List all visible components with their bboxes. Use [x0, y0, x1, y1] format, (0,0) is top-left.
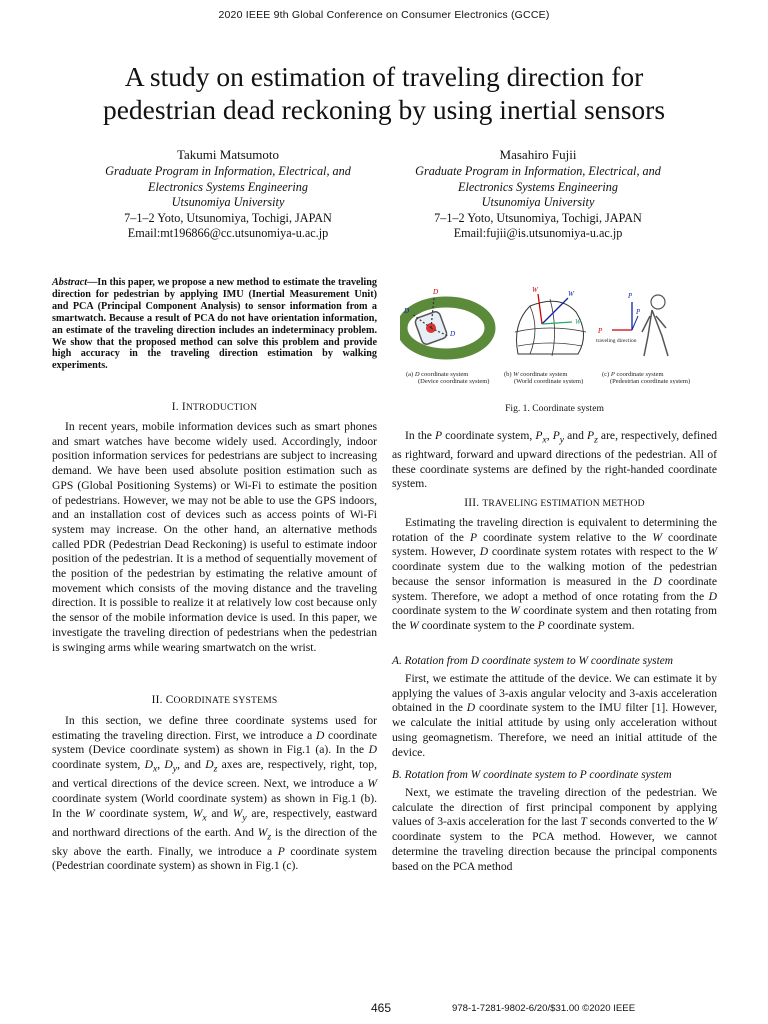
abstract-text: —In this paper, we propose a new method to estimate the traveling direction for pedestrian by applying IMU (Inertial Measurement Unit) and PCA (Principal Component Analysis) to sensor information from a smartwatch. Because a result of PCA do not have orientation information, an estimate of the traveling direction includes an indeterminacy problem. We show that the proposed method can solve this problem and provide high accuracy in the traveling direction estimation by walking experiments. [52, 277, 377, 372]
subcaption-c-sub: (Pedestrian coordinate system) [610, 378, 691, 384]
author-address: 7–1–2 Yoto, Utsunomiya, Tochigi, JAPAN [434, 210, 642, 225]
figure-1-illustration [400, 284, 720, 384]
traveling-estimation-body [392, 516, 717, 634]
page-number: 465 [371, 1001, 392, 1015]
axis-label-dz: D [450, 330, 456, 338]
author-affiliation: Utsunomiya University [171, 195, 285, 210]
section-heading-introduction: I. INTRODUCTION [171, 401, 258, 413]
author-name: Takumi Matsumoto [176, 147, 279, 162]
subcaption-b-sub: (World coordinate system) [514, 378, 584, 384]
watch-band [402, 302, 490, 354]
author-name: Masahiro Fujii [499, 147, 577, 162]
title-line-2: pedestrian dead reckoning by using inertial sensors [102, 94, 666, 125]
axis-label-pz: P [628, 292, 633, 300]
axis-label-wy: W [568, 290, 574, 298]
axis-label-py: P [636, 308, 641, 316]
paragraph: In recent years, mobile information devices such as smart phones and smart watches have become widely used. Accordingly, indoor position information services for pedestrians are subject to increasing demand. We have been used absolute position estimation such as GPS (Global Positioning Systems) or Wi-Fi to estimate the position of pedestrians. However, we may not be able to use the GPS indoors, and an installation cost of devices such as access points of Wi-Fi system may increase. On the other hand, an alternative methods called PDR (Pedestrian Dead Reckoning) is useful to estimate indoor position of the pedestrian. It is a method of sequentially movement of the position of the pedestrian by estimating the relative amount of movement which consists of the moving distance and the traveling direction. It is possible to realize it at relatively low cost because only the sensor of the mobile information device is used. In this paper, we investigate the traveling direction of pedestrians when the pedestrian is swinging arms while wearing smartwatch on the wrist. [52, 420, 377, 654]
subsection-heading-a: A. Rotation from D coordinate system to W coordinate system [392, 655, 674, 667]
author-block-1 [58, 147, 398, 241]
coordinate-systems-body [52, 714, 377, 874]
abstract [52, 277, 377, 372]
subsection-b-body [392, 786, 717, 874]
author-affiliation: Utsunomiya University [481, 195, 595, 210]
author-email: Email:mt196866@cc.utsunomiya-u.ac.jp [127, 226, 329, 241]
right-column-body [392, 429, 717, 492]
paragraph: In the P coordinate system, $P_x$, $P_y$ and $P_z$ are, respectively, defined as rightward, forward and upward directions of the pedestrian. All of these coordinate systems are defined by the right-handed coordinate system. [392, 429, 718, 491]
paragraph: In this section, we define three coordinate systems used for estimating the traveling direction. First, we introduce a D coordinate system (Device coordinate system) as shown in Fig.1 (a). In the D coordinate system, $D_x$, $D_y$, and $D_z$ axes are, respectively, right, top, and vertical directions of the device screen. Next, we introduce a W coordinate system (World coordinate system) as shown in Fig.1 (b). In the W coordinate system, $W_x$ and $W_y$ are, respectively, eastward and northward directions of the earth. And $W_z$ is the direction of the sky above the earth. Finally, we introduce a P coordinate system (Pedestrian coordinate system) as shown in Fig.1 (c). [52, 714, 378, 873]
section-heading-coordinate-systems: II. COORDINATE SYSTEMS [151, 694, 278, 706]
subsection-a-body [392, 672, 717, 760]
traveling-direction-label: traveling direction [596, 338, 637, 344]
subcaption-a: (a) D coordinate system [406, 371, 469, 378]
author-affiliation: Graduate Program in Information, Electrical, and [105, 164, 351, 179]
section-heading-traveling-estimation: III. TRAVELING ESTIMATION METHOD [464, 497, 645, 509]
paragraph: First, we estimate the attitude of the device. We can estimate it by applying the values of 3-axis angular velocity and 3-axis acceleration obtained in the D coordinate system to the IMU filter [1]. However, we calculate the initial attitude by using only acceleration without using geomagnetism. Therefore, we need an initial attitude of the device. [392, 672, 717, 759]
figure-1 [400, 284, 720, 384]
pedestrian-head [651, 295, 665, 309]
author-block-2 [368, 147, 708, 241]
axis-label-wz: W [532, 286, 538, 294]
smartwatch-illustration [402, 288, 490, 354]
axis-label-px: P [598, 327, 603, 335]
subcaption-b: (b) W coordinate system [504, 371, 568, 378]
world-globe-illustration [515, 286, 586, 356]
introduction-body [52, 420, 377, 655]
axis-label-wx: W [575, 318, 581, 326]
figure-caption: Fig. 1. Coordinate system [505, 403, 604, 414]
paragraph: Estimating the traveling direction is equivalent to determining the rotation of the P coordinate system relative to the W coordinate system. However, D coordinate system rotates with respect to the W coordinate system due to the walking motion of the pedestrian because the sensor information is measured in the D coordinate system. Therefore, we adopt a method of once rotating from the D coordinate system to the W coordinate system and then rotating from the W coordinate system to the P coordinate system. [392, 516, 718, 632]
subcaption-a-sub: (Device coordinate system) [418, 378, 490, 384]
subsection-heading-b: B. Rotation from W coordinate system to P coordinate system [392, 769, 672, 781]
paragraph: Next, we estimate the traveling direction of the pedestrian. We calculate the direction of first principal component by applying values of 3-axis acceleration for the last T seconds converted to the W coordinate system to the PCA method. However, we cannot determine the traveling direction because the principal components based on the PCA method [392, 786, 718, 873]
axis-label-dy: D [433, 288, 439, 296]
paper-title [30, 60, 738, 126]
author-email: Email:fujii@is.utsunomiya-u.ac.jp [453, 226, 623, 241]
conference-header: 2020 IEEE 9th Global Conference on Consumer Electronics (GCCE) [218, 9, 550, 21]
title-line-1: A study on estimation of traveling direction for [124, 61, 644, 92]
axis-label-dx: D [404, 307, 410, 315]
author-affiliation: Electronics Systems Engineering [148, 179, 308, 194]
author-affiliation: Graduate Program in Information, Electrical, and [415, 164, 661, 179]
author-affiliation: Electronics Systems Engineering [458, 179, 618, 194]
author-address: 7–1–2 Yoto, Utsunomiya, Tochigi, JAPAN [124, 210, 332, 225]
abstract-label: Abstract [52, 277, 88, 288]
isbn-copyright: 978-1-7281-9802-6/20/$31.00 ©2020 IEEE [452, 1003, 636, 1014]
pedestrian-illustration [596, 292, 668, 356]
subcaption-c: (c) P coordinate system [602, 371, 664, 378]
